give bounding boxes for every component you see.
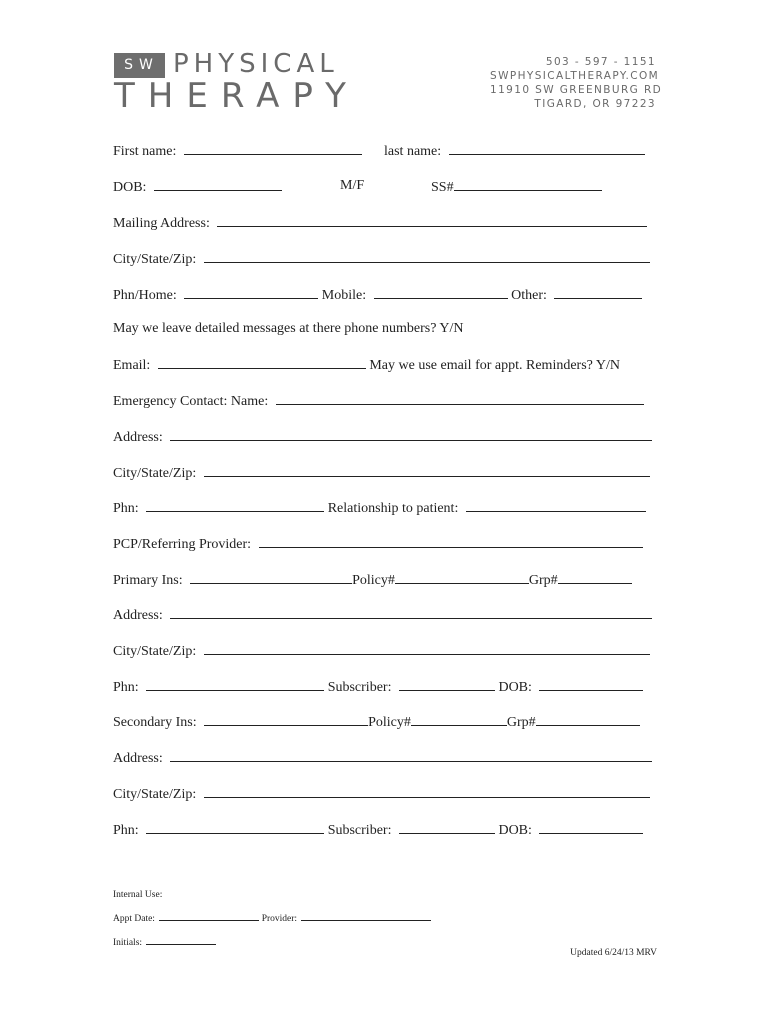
leave-messages-question: May we leave detailed messages at there phone numbers? Y/N (113, 321, 464, 336)
logo-sw-badge: SW (114, 53, 165, 78)
ss-field[interactable] (454, 177, 602, 191)
dob-label: DOB: (113, 180, 147, 195)
primary-address-field[interactable] (170, 605, 652, 619)
primary-dob-label: DOB: (498, 680, 532, 695)
last-name-label: last name: (384, 144, 442, 159)
email-field[interactable] (158, 355, 366, 369)
secondary-policy-label: Policy# (368, 715, 411, 730)
appt-row (113, 911, 431, 925)
contact-street: 11910 SW GREENBURG RD (490, 84, 663, 96)
primary-subscriber-field[interactable] (399, 677, 495, 691)
emergency-address-field[interactable] (170, 427, 652, 441)
emergency-phn-label: Phn: (113, 501, 139, 516)
secondary-grp-field[interactable] (536, 712, 640, 726)
last-name-row (384, 141, 645, 161)
provider-field[interactable] (301, 911, 431, 921)
mailing-address-field[interactable] (217, 213, 647, 227)
pcp-row (113, 534, 643, 554)
logo-therapy-text: THERAPY (114, 76, 359, 116)
primary-grp-field[interactable] (558, 570, 632, 584)
dob-row (113, 177, 282, 197)
secondary-ins-label: Secondary Ins: (113, 715, 197, 730)
emergency-phone-row (113, 498, 646, 518)
secondary-ins-row (113, 712, 640, 732)
secondary-policy-field[interactable] (411, 712, 507, 726)
primary-policy-label: Policy# (352, 573, 395, 588)
dob-field[interactable] (154, 177, 282, 191)
primary-phone-row (113, 677, 643, 697)
emergency-phn-field[interactable] (146, 498, 324, 512)
appt-date-field[interactable] (159, 911, 259, 921)
primary-grp-label: Grp# (528, 573, 558, 588)
contact-city: TIGARD, OR 97223 (534, 98, 656, 110)
mobile-field[interactable] (374, 285, 508, 299)
secondary-dob-field[interactable] (539, 820, 643, 834)
secondary-dob-label: DOB: (498, 823, 532, 838)
initials-label: Initials: (113, 938, 143, 948)
sex-label[interactable]: M/F (340, 178, 365, 193)
emergency-address-label: Address: (113, 430, 163, 445)
secondary-subscriber-label: Subscriber: (327, 823, 392, 838)
ss-label: SS# (431, 180, 454, 195)
primary-city-row (113, 641, 650, 661)
secondary-grp-label: Grp# (506, 715, 536, 730)
initials-row (113, 935, 216, 949)
first-name-row (113, 141, 362, 161)
secondary-address-field[interactable] (170, 748, 652, 762)
emergency-contact-field[interactable] (276, 391, 644, 405)
pcp-field[interactable] (259, 534, 643, 548)
pcp-label: PCP/Referring Provider: (113, 537, 252, 552)
email-reminders-question: May we use email for appt. Reminders? Y/N (369, 358, 620, 373)
contact-phone: 503 - 597 - 1151 (545, 56, 656, 68)
last-name-field[interactable] (449, 141, 645, 155)
updated-note: Updated 6/24/13 MRV (570, 948, 657, 958)
other-label: Other: (511, 288, 547, 303)
mailing-address-label: Mailing Address: (113, 216, 210, 231)
primary-policy-field[interactable] (395, 570, 529, 584)
relationship-field[interactable] (466, 498, 646, 512)
phn-home-label: Phn/Home: (113, 288, 177, 303)
primary-address-row (113, 605, 652, 625)
email-label: Email: (113, 358, 151, 373)
city-state-zip-row (113, 249, 650, 269)
primary-dob-field[interactable] (539, 677, 643, 691)
emergency-contact-row (113, 391, 644, 411)
primary-city-field[interactable] (204, 641, 650, 655)
secondary-city-label: City/State/Zip: (113, 787, 197, 802)
city-state-zip-label: City/State/Zip: (113, 252, 197, 267)
secondary-phone-row (113, 820, 643, 840)
provider-label: Provider: (261, 914, 298, 924)
relationship-label: Relationship to patient: (327, 501, 459, 516)
mobile-label: Mobile: (321, 288, 367, 303)
primary-ins-field[interactable] (190, 570, 352, 584)
phones-row (113, 285, 642, 305)
primary-city-label: City/State/Zip: (113, 644, 197, 659)
secondary-phn-label: Phn: (113, 823, 139, 838)
emergency-city-field[interactable] (204, 463, 650, 477)
primary-address-label: Address: (113, 608, 163, 623)
secondary-ins-field[interactable] (204, 712, 368, 726)
emergency-address-row (113, 427, 652, 447)
mailing-address-row (113, 213, 647, 233)
logo-physical-text: PHYSICAL (173, 49, 339, 79)
primary-phn-field[interactable] (146, 677, 324, 691)
ss-row (431, 177, 602, 197)
primary-subscriber-label: Subscriber: (327, 680, 392, 695)
secondary-subscriber-field[interactable] (399, 820, 495, 834)
primary-phn-label: Phn: (113, 680, 139, 695)
emergency-city-label: City/State/Zip: (113, 466, 197, 481)
other-field[interactable] (554, 285, 642, 299)
secondary-city-field[interactable] (204, 784, 650, 798)
city-state-zip-field[interactable] (204, 249, 650, 263)
secondary-city-row (113, 784, 650, 804)
first-name-label: First name: (113, 144, 177, 159)
primary-ins-label: Primary Ins: (113, 573, 183, 588)
appt-date-label: Appt Date: (113, 914, 155, 924)
secondary-address-label: Address: (113, 751, 163, 766)
phn-home-field[interactable] (184, 285, 318, 299)
email-row (113, 355, 620, 375)
secondary-address-row (113, 748, 652, 768)
secondary-phn-field[interactable] (146, 820, 324, 834)
emergency-contact-label: Emergency Contact: Name: (113, 394, 269, 409)
emergency-city-row (113, 463, 650, 483)
initials-field[interactable] (146, 935, 216, 945)
first-name-field[interactable] (184, 141, 362, 155)
internal-use-heading: Internal Use: (113, 890, 163, 900)
primary-ins-row (113, 570, 632, 590)
contact-website: SWPHYSICALTHERAPY.COM (490, 70, 660, 82)
